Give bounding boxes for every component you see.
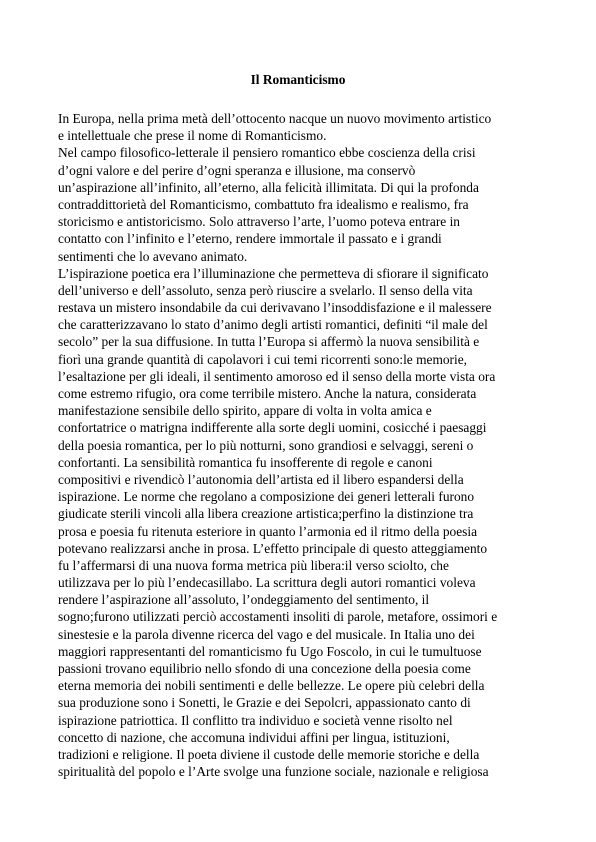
text-line: passioni trovano equilibrio nello sfondo di una concezione della poesia come <box>58 661 471 676</box>
document-title: Il Romanticismo <box>250 72 346 87</box>
text-line: L’ispirazione poetica era l’illuminazione che permetteva di sfiorare il significato <box>58 265 489 281</box>
text-line: fu l’affermarsi di una nuova forma metrica più libera:il verso sciolto, che <box>58 557 449 573</box>
text-line: della poesia romantica, per lo più notturni, sono grandiosi e selvaggi, sereni o <box>58 437 474 453</box>
text-line: Nel campo filosofico-letterale il pensiero romantico ebbe coscienza della crisi <box>58 145 476 161</box>
text-line: tradizioni e religione. Il poeta diviene il custode delle memorie storiche e della <box>58 746 480 762</box>
text-line: spiritualità del popolo e l’Arte svolge una funzione sociale, nazionale e religiosa <box>58 764 489 780</box>
text-line: fiorì una grande quantità di capolavori i cui temi ricorrenti sono:le memorie, <box>58 351 468 367</box>
text-line: prosa e poesia fu ritenuta esteriore in quanto l’armonia ed il ritmo della poesia <box>58 523 478 539</box>
text-line: manifestazione sensibile dello spirito, appare di volta in volta amica e <box>58 403 432 419</box>
text-line: che caratterizzavano lo stato d’animo degli artisti romantici, definiti “il male del <box>58 317 488 333</box>
text-line: potevano realizzarsi anche in prosa. L’effetto principale di questo atteggiamento <box>58 540 488 556</box>
text-line: confortatrice o matrigna indifferente alla sorte degli uomini, cosicché i paesaggi <box>58 420 487 436</box>
text-line: sinestesie e la parola divenne ricerca del vago e del musicale. In Italia uno dei <box>58 626 475 642</box>
text-line: sogno;furono utilizzati perciò accostamenti insoliti di parole, metafore, ossimori e <box>58 609 498 625</box>
text-line: In Europa, nella prima metà dell’ottocento nacque un nuovo movimento artistico <box>58 111 492 126</box>
text-line: sentimenti che lo avevano animato. <box>58 248 248 264</box>
text-line: d’ogni valore e del perire d’ogni speranza e illusione, ma conservò <box>58 162 416 178</box>
text-line: utilizzava per lo più l’endecasillabo. La scrittura degli autori romantici voleva <box>58 575 476 591</box>
text-line: l’esaltazione per gli ideali, il sentimento amoroso ed il senso della morte vista ora <box>58 368 496 384</box>
text-line: concetto di nazione, che accomuna individui affini per lingua, istituzioni, <box>58 729 450 745</box>
text-line: come estremo rifugio, ora come terribile mistero. Anche la natura, considerata <box>58 386 477 401</box>
text-line: ispirazione. Le norme che regolano a composizione dei generi letterali furono <box>58 489 475 505</box>
document-body <box>58 110 542 780</box>
text-line: un’aspirazione all’infinito, all’eterno, alla felicità illimitata. Di qui la profonda <box>58 179 479 195</box>
text-line: dell’universo e dell’assoluto, senza però riuscire a svelarlo. Il senso della vita <box>58 282 473 298</box>
text-line: maggiori rappresentanti del romanticismo fu Ugo Foscolo, in cui le tumultuose <box>58 643 482 659</box>
text-line: e intellettuale che prese il nome di Romanticismo. <box>58 128 327 144</box>
text-line: sua produzione sono i Sonetti, le Grazie e dei Sepolcri, appassionato canto di <box>58 695 471 711</box>
text-line: confortanti. La sensibilità romantica fu insofferente di regole e canoni <box>58 454 433 470</box>
text-line: contatto con l’infinito e l’eterno, rendere immortale il passato e i grandi <box>58 231 442 247</box>
text-line: restava un mistero insondabile da cui derivavano l’insoddisfazione e il malessere <box>58 300 492 316</box>
text-line: compositivi e rivendicò l’autonomia dell’artista ed il libero espandersi della <box>58 471 464 487</box>
text-line: ispirazione patriottica. Il conflitto tra individuo e società venne risolto nel <box>58 712 453 728</box>
text-line: eterna memoria dei nobili sentimenti e delle bellezze. Le opere più celebri della <box>58 678 485 694</box>
text-line: giudicate sterili vincoli alla libera creazione artistica;perfino la distinzione tra <box>58 506 474 522</box>
text-line: rendere l’aspirazione all’assoluto, l’ondeggiamento del sentimento, il <box>58 592 430 608</box>
text-line: secolo” per la sua diffusione. In tutta l’Europa si affermò la nuova sensibilità e <box>58 334 480 350</box>
text-line: contraddittorietà del Romanticismo, combattuto fra idealismo e realismo, fra <box>58 196 469 212</box>
text-line: storicismo e antistoricismo. Solo attraverso l’arte, l’uomo poteva entrare in <box>58 214 460 230</box>
